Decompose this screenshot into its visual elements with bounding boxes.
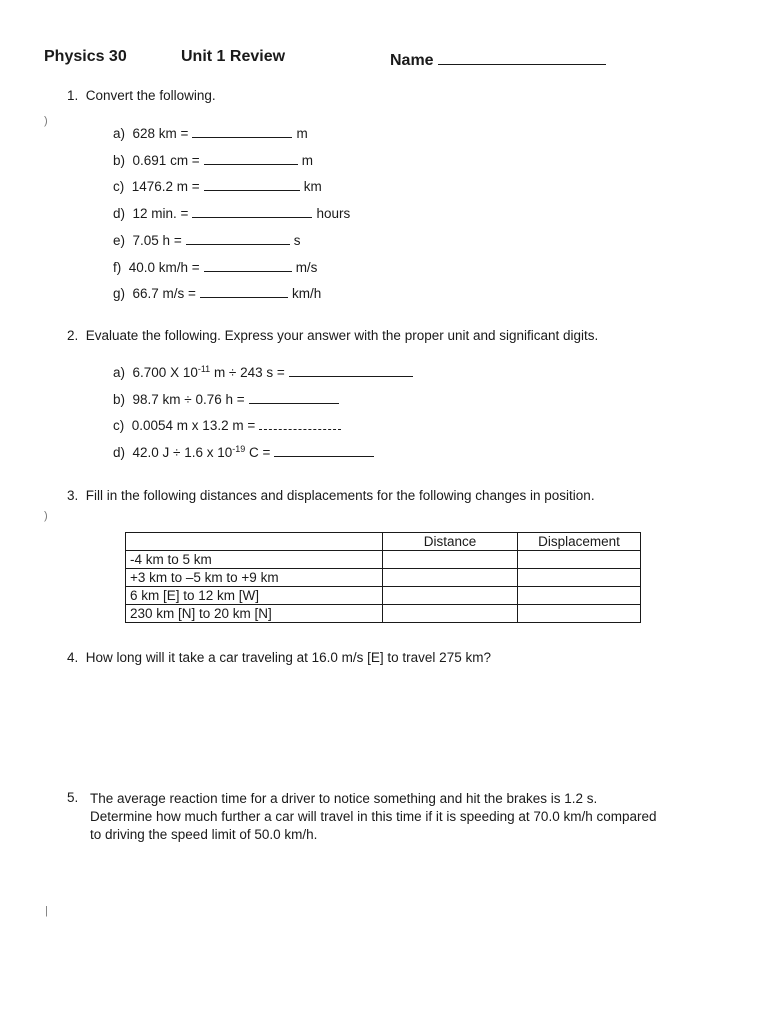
q1-item-b: b) 0.691 cm = m bbox=[113, 153, 313, 168]
q1-item-f: f) 40.0 km/h = m/s bbox=[113, 260, 318, 275]
displacement-cell[interactable] bbox=[518, 605, 641, 623]
name-label: Name bbox=[390, 52, 434, 69]
q2-item-a: a) 6.700 X $10^{-11}$ m ÷ 243 s = bbox=[113, 363, 417, 380]
table-row bbox=[126, 587, 641, 605]
position-change: -4 km to 5 km bbox=[126, 551, 383, 569]
question-prompt: How long will it take a car traveling at 16.0 m/s [E] to travel 275 km? bbox=[85, 650, 491, 665]
answer-blank[interactable] bbox=[249, 390, 339, 404]
question-number: 1. bbox=[67, 88, 79, 103]
position-change: +3 km to –5 km to +9 km bbox=[126, 569, 383, 587]
q1-item-e: e) 7.05 h = s bbox=[113, 233, 301, 248]
question-prompt: Fill in the following distances and displacements for the following changes in position. bbox=[85, 488, 595, 503]
table-row bbox=[126, 551, 641, 569]
q1-item-d: d) 12 min. = hours bbox=[113, 206, 351, 221]
answer-blank[interactable] bbox=[259, 416, 341, 430]
question-number: 5. bbox=[67, 790, 79, 805]
question-number: 2. bbox=[67, 328, 79, 343]
q1-item-c: c) 1476.2 m = km bbox=[113, 179, 322, 194]
table-header-displacement: Displacement bbox=[518, 533, 641, 551]
answer-blank[interactable] bbox=[186, 231, 290, 245]
q4-answer-space[interactable] bbox=[90, 672, 730, 782]
answer-blank[interactable] bbox=[192, 124, 292, 138]
q1-item-g: g) 66.7 m/s = km/h bbox=[113, 286, 322, 301]
scan-mark: ) bbox=[44, 115, 48, 127]
answer-blank[interactable] bbox=[289, 363, 413, 377]
question-2 bbox=[67, 328, 598, 343]
name-line bbox=[438, 48, 606, 65]
question-number: 3. bbox=[67, 488, 79, 503]
table-header-row bbox=[126, 533, 641, 551]
table-header-position bbox=[126, 533, 383, 551]
answer-blank[interactable] bbox=[274, 443, 374, 457]
distance-cell[interactable] bbox=[383, 587, 518, 605]
distance-table bbox=[125, 532, 641, 623]
course-title: Physics 30 bbox=[44, 48, 127, 65]
question-prompt: Convert the following. bbox=[85, 88, 216, 103]
q2-item-d: d) 42.0 J ÷ 1.6 x $10^{-19}$ C = bbox=[113, 443, 378, 460]
q2-item-c: c) 0.0054 m x 13.2 m = bbox=[113, 416, 345, 433]
distance-cell[interactable] bbox=[383, 569, 518, 587]
q5-answer-space[interactable] bbox=[90, 850, 730, 1000]
name-field[interactable] bbox=[390, 48, 606, 70]
displacement-cell[interactable] bbox=[518, 551, 641, 569]
displacement-cell[interactable] bbox=[518, 587, 641, 605]
table-row bbox=[126, 605, 641, 623]
question-5 bbox=[67, 790, 78, 805]
answer-blank[interactable] bbox=[204, 258, 292, 272]
question-5-text: The average reaction time for a driver to notice something and hit the brakes is 1.2 s. Determine how much further a car will travel in this time if it is speeding at 70.0 km/h compared to driving the speed limit of 50.0 km/h. bbox=[90, 791, 657, 842]
table-header-distance: Distance bbox=[383, 533, 518, 551]
distance-cell[interactable] bbox=[383, 605, 518, 623]
table-row bbox=[126, 569, 641, 587]
scan-mark: | bbox=[45, 905, 48, 917]
answer-blank[interactable] bbox=[192, 204, 312, 218]
scan-mark: ) bbox=[44, 510, 48, 522]
distance-cell[interactable] bbox=[383, 551, 518, 569]
answer-blank[interactable] bbox=[204, 177, 300, 191]
displacement-cell[interactable] bbox=[518, 569, 641, 587]
answer-blank[interactable] bbox=[204, 151, 298, 165]
question-1 bbox=[67, 88, 216, 103]
q2-item-b: b) 98.7 km ÷ 0.76 h = bbox=[113, 390, 343, 407]
position-change: 6 km [E] to 12 km [W] bbox=[126, 587, 383, 605]
question-prompt: Evaluate the following. Express your answer with the proper unit and significant digits. bbox=[85, 328, 599, 343]
q1-item-a: a) 628 km = m bbox=[113, 126, 308, 141]
question-4 bbox=[67, 650, 491, 665]
question-3 bbox=[67, 488, 595, 503]
question-number: 4. bbox=[67, 650, 79, 665]
position-change: 230 km [N] to 20 km [N] bbox=[126, 605, 383, 623]
answer-blank[interactable] bbox=[200, 284, 288, 298]
unit-title: Unit 1 Review bbox=[181, 48, 286, 65]
